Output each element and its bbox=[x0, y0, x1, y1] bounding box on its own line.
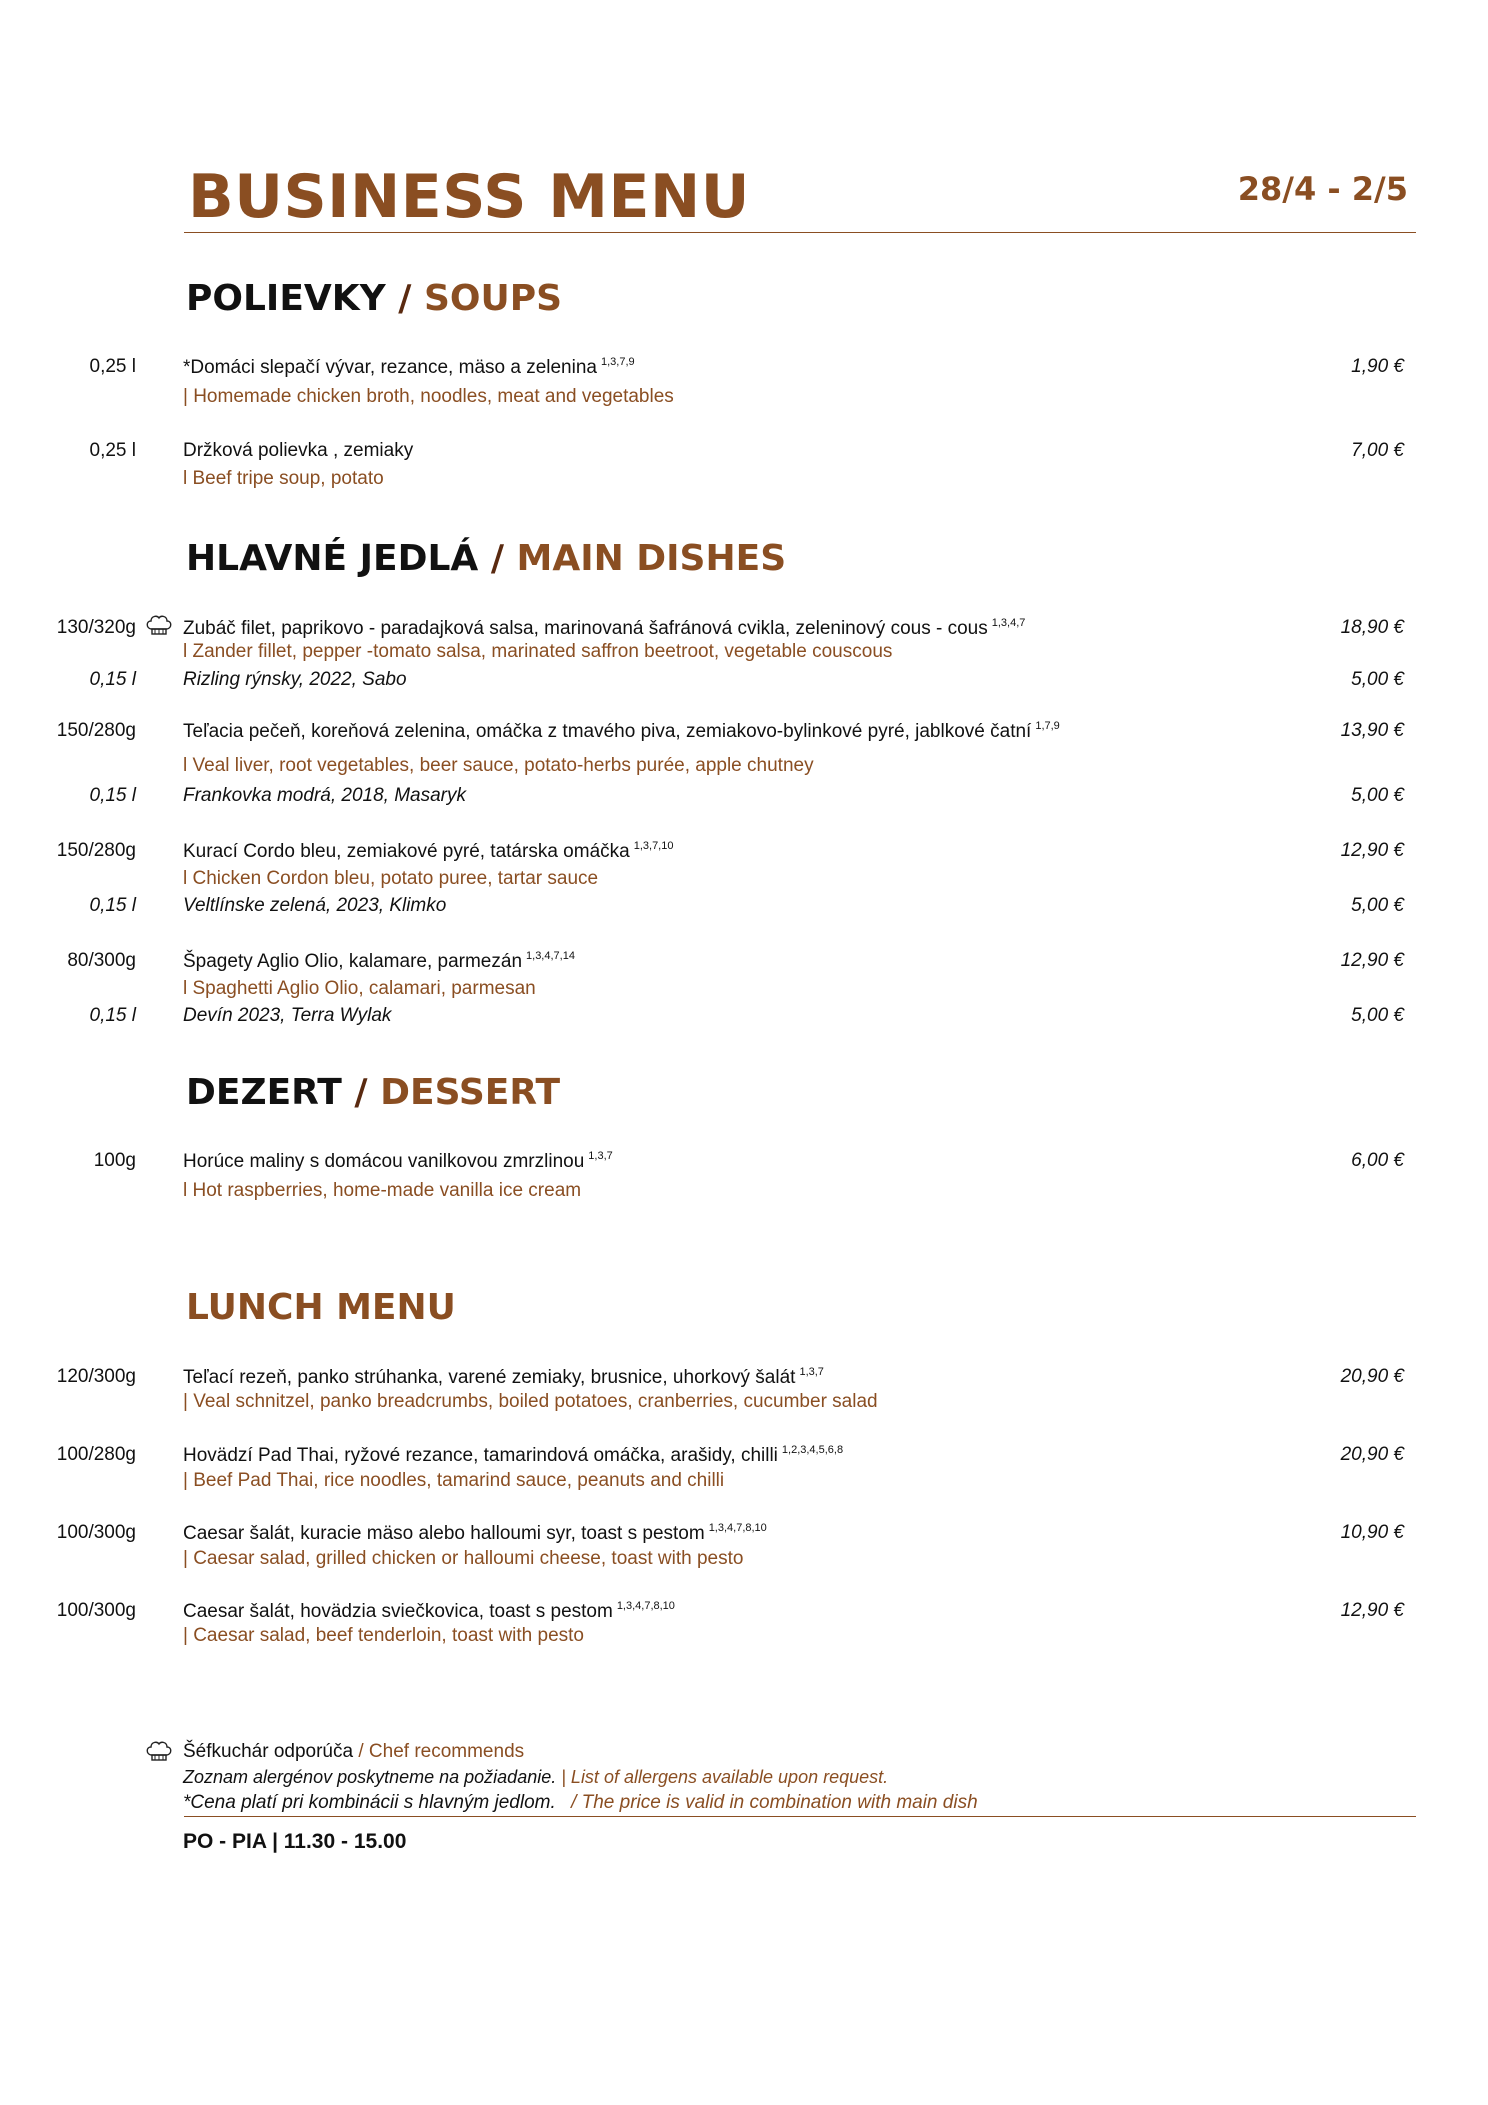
item-name-en: | Caesar salad, beef tenderloin, toast with pesto bbox=[183, 1625, 585, 1646]
item-name: Špagety Aglio Olio, kalamare, parmezán $^{1,3,4,7,14}$ bbox=[183, 950, 575, 972]
item-quantity: 100/300g bbox=[56, 1522, 136, 1543]
divider bbox=[184, 1816, 1416, 1817]
item-quantity: 120/300g bbox=[56, 1366, 136, 1387]
wine-name: Devín 2023, Terra Wylak bbox=[183, 1005, 392, 1026]
chef-recommends-note: Šéfkuchár odporúča / Chef recommends bbox=[183, 1741, 525, 1762]
allergen-codes: 1,3,4,7,8,10 bbox=[708, 1522, 767, 1534]
section-heading-soups: POLIEVKY / SOUPS bbox=[186, 278, 563, 319]
item-name-en: l Spaghetti Aglio Olio, calamari, parmesan bbox=[183, 978, 536, 999]
allergen-codes: 1,3,4,7,8,10 bbox=[616, 1600, 675, 1612]
allergens-note: Zoznam alergénov poskytneme na požiadanie. | List of allergens available upon request. bbox=[183, 1767, 889, 1787]
wine-quantity: 0,15 l bbox=[89, 669, 136, 690]
item-price: 10,90 € bbox=[1340, 1522, 1404, 1543]
wine-price: 5,00 € bbox=[1351, 669, 1404, 690]
wine-price: 5,00 € bbox=[1351, 785, 1404, 806]
item-name: Teľací rezeň, panko strúhanka, varené zemiaky, brusnice, uhorkový šalát $^{1,3,7}$ bbox=[183, 1366, 824, 1388]
item-name: *Domáci slepačí vývar, rezance, mäso a zelenina $^{1,3,7,9}$ bbox=[183, 356, 635, 378]
item-price: 1,90 € bbox=[1351, 356, 1404, 377]
item-quantity: 100g bbox=[93, 1150, 136, 1171]
wine-name: Veltlínske zelená, 2023, Klimko bbox=[183, 895, 447, 916]
item-price: 13,90 € bbox=[1340, 720, 1404, 741]
item-name: Caesar šalát, kuracie mäso alebo halloumi syr, toast s pestom $^{1,3,4,7,8,10}$ bbox=[183, 1522, 767, 1544]
wine-price: 5,00 € bbox=[1351, 1005, 1404, 1026]
item-name: Kurací Cordo bleu, zemiakové pyré, tatárska omáčka $^{1,3,7,10}$ bbox=[183, 840, 674, 862]
item-name-en: | Veal schnitzel, panko breadcrumbs, boiled potatoes, cranberries, cucumber salad bbox=[183, 1391, 878, 1412]
item-quantity: 130/320g bbox=[56, 617, 136, 638]
item-name: Zubáč filet, paprikovo - paradajková salsa, marinovaná šafránová cvikla, zeleninový cous - cous $^{1,3,4,7}$ bbox=[183, 617, 1026, 639]
item-price: 6,00 € bbox=[1351, 1150, 1404, 1171]
item-quantity: 100/280g bbox=[56, 1444, 136, 1465]
item-name: Držková polievka , zemiaky bbox=[183, 440, 414, 461]
allergen-codes: 1,3,7 bbox=[588, 1150, 613, 1162]
wine-quantity: 0,15 l bbox=[89, 785, 136, 806]
item-name-en: l Hot raspberries, home-made vanilla ice cream bbox=[183, 1180, 582, 1201]
price-note: *Cena platí pri kombinácii s hlavným jedlom. / The price is valid in combination with main dish bbox=[183, 1792, 978, 1813]
item-price: 12,90 € bbox=[1340, 840, 1404, 861]
allergen-codes: 1,2,3,4,5,6,8 bbox=[781, 1444, 844, 1456]
section-heading-main-dishes: HLAVNÉ JEDLÁ / MAIN DISHES bbox=[186, 538, 787, 579]
item-price: 12,90 € bbox=[1340, 1600, 1404, 1621]
item-name-en: l Veal liver, root vegetables, beer sauce, potato-herbs purée, apple chutney bbox=[183, 755, 814, 776]
item-quantity: 150/280g bbox=[56, 840, 136, 861]
date-range: 28/4 - 2/5 bbox=[1237, 170, 1408, 208]
item-quantity: 0,25 l bbox=[89, 440, 136, 461]
item-name: Teľacia pečeň, koreňová zelenina, omáčka z tmavého piva, zemiakovo-bylinkové pyré, jablkové čatní $^{1,7,9}$ bbox=[183, 720, 1060, 742]
item-price: 18,90 € bbox=[1340, 617, 1404, 638]
divider bbox=[184, 232, 1416, 233]
item-name-en: | Homemade chicken broth, noodles, meat and vegetables bbox=[183, 386, 674, 407]
item-price: 20,90 € bbox=[1340, 1444, 1404, 1465]
chef-hat-icon bbox=[144, 1739, 174, 1763]
item-name: Horúce maliny s domácou vanilkovou zmrzlinou $^{1,3,7}$ bbox=[183, 1150, 613, 1172]
allergen-codes: 1,3,4,7 bbox=[991, 617, 1026, 629]
opening-hours: PO - PIA | 11.30 - 15.00 bbox=[183, 1830, 407, 1853]
item-price: 7,00 € bbox=[1351, 440, 1404, 461]
section-heading-lunch-menu: LUNCH MENU bbox=[186, 1287, 456, 1328]
item-price: 12,90 € bbox=[1340, 950, 1404, 971]
section-heading-dessert: DEZERT / DESSERT bbox=[186, 1072, 561, 1113]
item-quantity: 100/300g bbox=[56, 1600, 136, 1621]
item-name: Hovädzí Pad Thai, ryžové rezance, tamarindová omáčka, arašidy, chilli $^{1,2,3,4,5,6,8}$ bbox=[183, 1444, 844, 1466]
allergen-codes: 1,3,4,7,14 bbox=[526, 950, 575, 962]
wine-price: 5,00 € bbox=[1351, 895, 1404, 916]
chef-hat-icon bbox=[144, 613, 174, 637]
allergen-codes: 1,3,7,10 bbox=[633, 840, 674, 852]
item-name-en: l Zander fillet, pepper -tomato salsa, marinated saffron beetroot, vegetable couscous bbox=[183, 641, 893, 662]
item-name-en: | Caesar salad, grilled chicken or halloumi cheese, toast with pesto bbox=[183, 1548, 744, 1569]
allergen-codes: 1,7,9 bbox=[1035, 720, 1060, 732]
item-name-en: | Beef Pad Thai, rice noodles, tamarind sauce, peanuts and chilli bbox=[183, 1470, 725, 1491]
item-quantity: 80/300g bbox=[67, 950, 136, 971]
item-name-en: l Chicken Cordon bleu, potato puree, tartar sauce bbox=[183, 868, 599, 889]
item-quantity: 150/280g bbox=[56, 720, 136, 741]
wine-quantity: 0,15 l bbox=[89, 895, 136, 916]
page-title: BUSINESS MENU bbox=[188, 162, 750, 232]
wine-name: Rizling rýnsky, 2022, Sabo bbox=[183, 669, 407, 690]
item-name: Caesar šalát, hovädzia sviečkovica, toast s pestom $^{1,3,4,7,8,10}$ bbox=[183, 1600, 675, 1622]
item-price: 20,90 € bbox=[1340, 1366, 1404, 1387]
wine-quantity: 0,15 l bbox=[89, 1005, 136, 1026]
item-name-en: l Beef tripe soup, potato bbox=[183, 468, 384, 489]
wine-name: Frankovka modrá, 2018, Masaryk bbox=[183, 785, 467, 806]
allergen-codes: 1,3,7,9 bbox=[600, 356, 635, 368]
item-quantity: 0,25 l bbox=[89, 356, 136, 377]
allergen-codes: 1,3,7 bbox=[799, 1366, 824, 1378]
